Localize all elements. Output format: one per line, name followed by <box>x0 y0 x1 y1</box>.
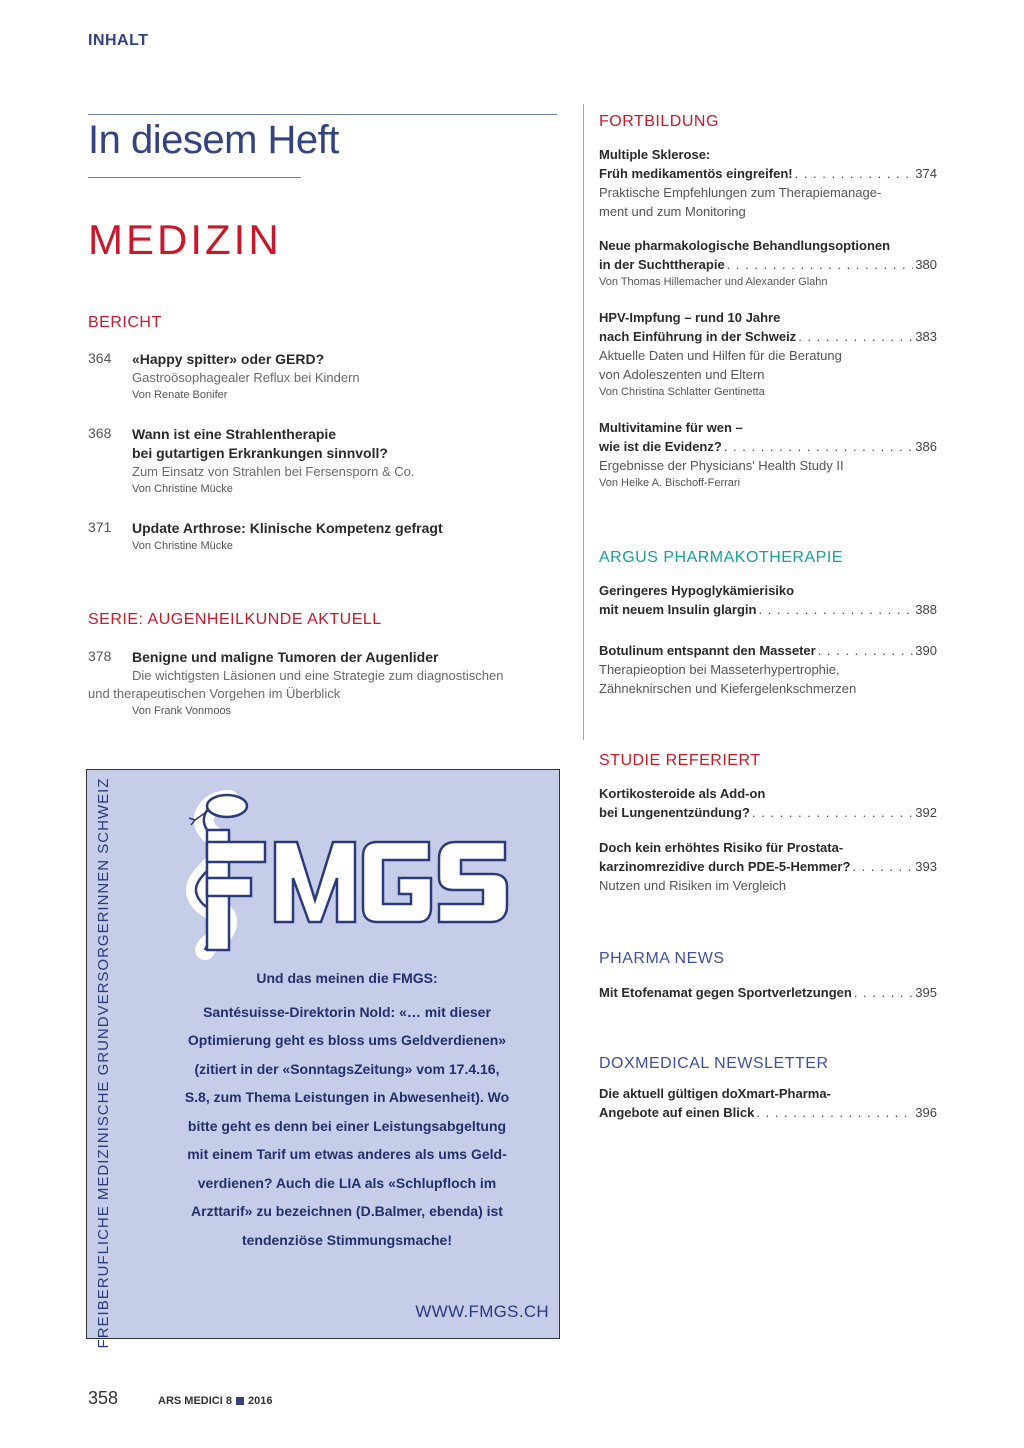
toc-entry-390[interactable] <box>599 641 937 698</box>
article-title: Update Arthrose: Klinische Kompetenz gefragt <box>132 520 443 536</box>
entry-description: Zähneknirschen und Kiefergelenkschmerzen <box>599 681 857 696</box>
entry-author: Von Christina Schlatter Gentinetta <box>599 386 765 398</box>
article-368[interactable] <box>88 425 568 497</box>
ad-vertical-text: FREIBERUFLICHE MEDIZINISCHE GRUNDVERSORGERINNEN SCHWEIZ <box>95 777 112 1349</box>
entry-title-line: Mit Etofenamat gegen Sportverletzungen <box>599 985 852 1000</box>
leader-dots <box>818 641 914 660</box>
title-rule-top <box>88 114 557 115</box>
entry-title: Die aktuell gültigen doXmart-Pharma- <box>599 1086 831 1101</box>
entry-description: Therapieoption bei Masseterhypertrophie, <box>599 662 840 677</box>
leader-dots <box>795 164 914 183</box>
article-364[interactable] <box>88 350 568 403</box>
entry-description: Aktuelle Daten und Hilfen für die Beratung <box>599 348 842 363</box>
article-title-line2: bei gutartigen Erkrankungen sinnvoll? <box>132 445 388 461</box>
article-subtitle: Zum Einsatz von Strahlen bei Fersensporn & Co. <box>132 464 415 479</box>
section-serie-label: SERIE: AUGENHEILKUNDE AKTUELL <box>88 611 382 628</box>
article-page: 371 <box>88 519 112 535</box>
entry-description: von Adoleszenten und Eltern <box>599 367 765 382</box>
toc-entry-395[interactable] <box>599 983 937 1002</box>
article-author: Von Renate Bonifer <box>132 389 228 401</box>
entry-title: Multiple Sklerose: <box>599 147 711 162</box>
section-bericht-label: BERICHT <box>88 314 162 331</box>
toc-entry-383[interactable] <box>599 308 937 401</box>
leader-dots <box>854 983 913 1002</box>
entry-title-line: bei Lungenentzündung? <box>599 805 750 820</box>
ad-quote-line: bitte geht es denn bei einer Leistungsabgeltung <box>187 1118 507 1134</box>
entry-title-line: nach Einführung in der Schweiz <box>599 329 797 344</box>
footer-journal-name: ARS MEDICI 8 <box>158 1395 232 1407</box>
article-author: Von Christine Mücke <box>132 540 233 552</box>
leader-dots <box>756 1103 913 1122</box>
leader-dots <box>758 600 913 619</box>
article-page: 368 <box>88 425 112 441</box>
ad-quote-line: verdienen? Auch die LIA als «Schlupfloch im <box>197 1175 497 1191</box>
leader-dots <box>852 857 913 876</box>
ad-quote-line: Optimierung geht es bloss ums Geldverdienen» <box>187 1032 507 1048</box>
entry-title-line: in der Suchttherapie <box>599 257 725 272</box>
ad-quote-line: tendenziöse Stimmungsmache! <box>241 1232 453 1248</box>
entry-author: Von Heike A. Bischoff-Ferrari <box>599 477 741 489</box>
toc-entry-393[interactable] <box>599 838 937 895</box>
entry-title-line: karzinomrezidive durch PDE-5-Hemmer? <box>599 859 851 874</box>
entry-page: 395 <box>915 985 937 1000</box>
toc-entry-380[interactable] <box>599 236 937 291</box>
article-page: 364 <box>88 350 112 366</box>
entry-description: Praktische Empfehlungen zum Therapiemanage- <box>599 185 882 200</box>
article-371[interactable] <box>88 519 568 554</box>
page-title: In diesem Heft <box>88 118 339 162</box>
entry-description: Nutzen und Risiken im Vergleich <box>599 878 787 893</box>
article-subtitle-line2: und therapeutischen Vorgehen im Überblick <box>88 686 341 701</box>
footer-page-number: 358 <box>88 1388 119 1408</box>
entry-title-line: wie ist die Evidenz? <box>599 439 722 454</box>
toc-entry-374[interactable] <box>599 145 937 221</box>
ad-quote-line: (zitiert in der «SonntagsZeitung» vom 17.4.16, <box>194 1061 500 1077</box>
category-heading: MEDIZIN <box>88 216 282 263</box>
article-subtitle: Gastroösophagealer Reflux bei Kindern <box>132 370 360 385</box>
entry-page: 386 <box>915 439 937 454</box>
entry-page: 392 <box>915 805 937 820</box>
ad-url-link[interactable]: WWW.FMGS.CH <box>415 1302 549 1321</box>
entry-title: Doch kein erhöhtes Risiko für Prostata- <box>599 840 844 855</box>
leader-dots <box>752 803 913 822</box>
leader-dots <box>798 327 913 346</box>
entry-page: 374 <box>915 166 937 181</box>
section-doxmedical-label: DOXMEDICAL NEWSLETTER <box>599 1055 829 1072</box>
title-rule-bottom <box>88 177 301 178</box>
section-pharma-label: PHARMA NEWS <box>599 950 725 967</box>
column-divider <box>583 104 584 740</box>
entry-title: Multivitamine für wen – <box>599 420 743 435</box>
ad-quote-line: Santésuisse-Direktorin Nold: «… mit dieser <box>203 1004 491 1020</box>
article-page: 378 <box>88 648 112 664</box>
entry-page: 390 <box>915 643 937 658</box>
article-title: «Happy spitter» oder GERD? <box>132 351 325 367</box>
entry-title: HPV-Impfung – rund 10 Jahre <box>599 310 781 325</box>
section-argus-label: ARGUS PHARMAKOTHERAPIE <box>599 549 843 566</box>
article-author: Von Frank Vonmoos <box>132 705 232 717</box>
entry-description: Ergebnisse der Physicians' Health Study II <box>599 458 844 473</box>
entry-page: 388 <box>915 602 937 617</box>
toc-entry-388[interactable] <box>599 581 937 619</box>
toc-entry-392[interactable] <box>599 784 937 822</box>
article-subtitle-line1: Die wichtigsten Läsionen und eine Strategie zum diagnostischen <box>132 668 504 683</box>
ad-quote-line: Arzttarif» zu bezeichnen (D.Balmer, ebenda) ist <box>191 1203 503 1219</box>
footer-journal <box>158 1395 272 1407</box>
article-378[interactable] <box>88 648 568 719</box>
leader-dots <box>727 255 914 274</box>
section-studie-label: STUDIE REFERIERT <box>599 752 761 769</box>
entry-author: Von Thomas Hillemacher und Alexander Glahn <box>599 276 828 288</box>
footer-year: 2016 <box>247 1395 273 1407</box>
entry-title-line: Angebote auf einen Blick <box>599 1105 755 1120</box>
entry-title: Neue pharmakologische Behandlungsoptionen <box>599 238 891 253</box>
entry-page: 393 <box>915 859 937 874</box>
ad-quote-line: mit einem Tarif um etwas anderes als ums Geld- <box>187 1146 507 1162</box>
toc-entry-396[interactable] <box>599 1084 937 1122</box>
toc-entry-386[interactable] <box>599 418 937 492</box>
entry-title: Geringeres Hypoglykämierisiko <box>599 583 795 598</box>
article-title: Benigne und maligne Tumoren der Augenlider <box>132 649 439 665</box>
leader-dots <box>724 437 913 456</box>
fmgs-logo <box>167 790 517 960</box>
entry-page: 383 <box>915 329 937 344</box>
entry-description: ment und zum Monitoring <box>599 204 746 219</box>
section-fortbildung-label: FORTBILDUNG <box>599 113 719 130</box>
ad-quote-line: S.8, zum Thema Leistungen in Abwesenheit). Wo <box>184 1089 510 1105</box>
entry-page: 380 <box>915 257 937 272</box>
entry-title-line: mit neuem Insulin glargin <box>599 602 757 617</box>
fmgs-advertisement[interactable] <box>86 769 560 1349</box>
entry-title: Kortikosteroide als Add-on <box>599 786 766 801</box>
footer-square-icon <box>236 1397 244 1405</box>
entry-title-line: Botulinum entspannt den Masseter <box>599 643 816 658</box>
entry-title-line: Früh medikamentös eingreifen! <box>599 166 793 181</box>
entry-page: 396 <box>915 1105 937 1120</box>
header-label: INHALT <box>88 32 149 49</box>
article-author: Von Christine Mücke <box>132 483 233 495</box>
ad-quote-line: Und das meinen die FMGS: <box>256 970 438 986</box>
article-title-line1: Wann ist eine Strahlentherapie <box>132 426 337 442</box>
